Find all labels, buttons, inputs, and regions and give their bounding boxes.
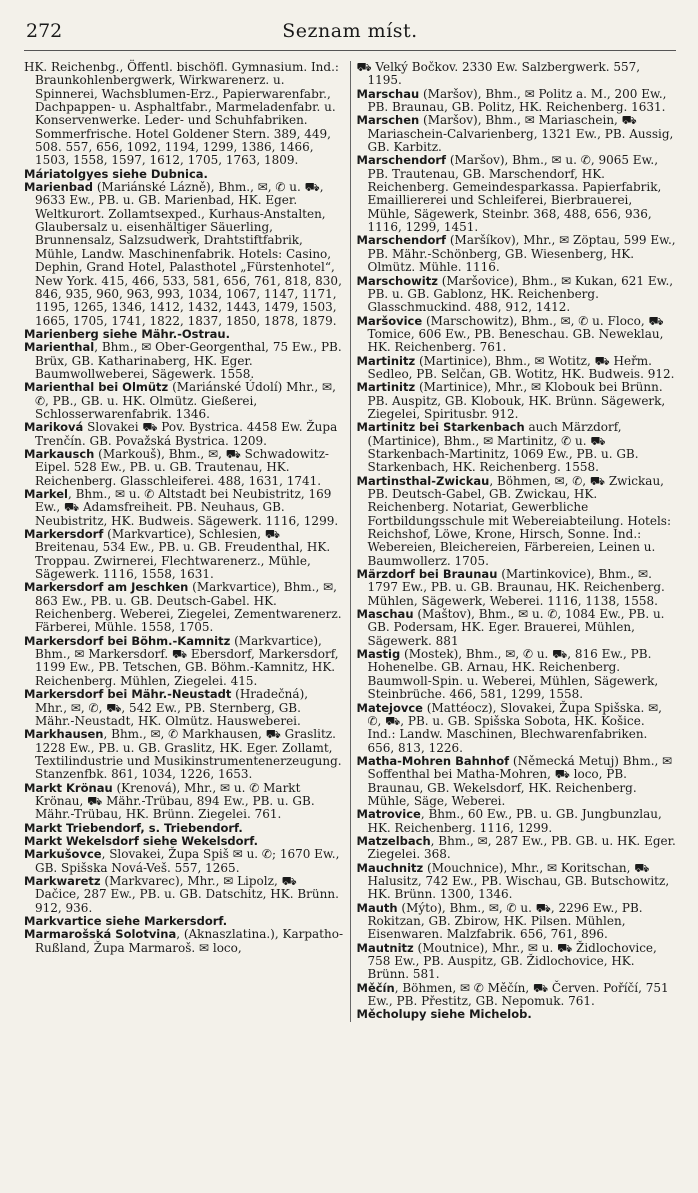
gazetteer-entry (24, 381, 344, 421)
gazetteer-entry (357, 808, 677, 835)
entry-text: (Maršov), Bhm., ✉ Politz a. M., 200 Ew., PB. Braunau, GB. Politz, HK. Reichenberg. 1631. (367, 86, 667, 115)
gazetteer-entry (357, 88, 677, 115)
gazetteer-entry (357, 902, 677, 942)
entry-headword: Markel (24, 487, 68, 501)
gazetteer-entry (357, 275, 677, 315)
entry-text: (Maršíkov), Mhr., ✉ Zöptau, 599 Ew., PB. Mähr.-Schönberg, GB. Wiesenberg, HK. Olmütz. Mühle. 1116. (367, 233, 676, 275)
columns (24, 61, 676, 1022)
entry-text: , Böhmen, ✉, ✆, ⛟ Zwickau, PB. Deutsch-Gabel, GB. Zwickau, HK. Reichenberg. Notariat, Gewerbliche Fortbildungsschule mit Webereiabteilung. Hotels: Reichshof, Löwe, Krone, Hirsch, Sonne. Ind.: Webereien, Bleichereien, Färbereien, Leinen u. Baumwollerz. 1705. (367, 473, 672, 568)
entry-headword: Mauth (356, 900, 398, 915)
entry-headword: Markhausen (24, 727, 104, 742)
right-column (350, 61, 677, 1022)
page-title: Seznam míst. (282, 20, 418, 42)
gazetteer-entry (24, 168, 344, 181)
entry-headword: Marschau (356, 86, 420, 101)
entry-headword: Markt Wekelsdorf siehe Wekelsdorf. (24, 833, 258, 848)
entry-text: , Bhm., ✉, 287 Ew., PB. GB. u. HK. Eger. Ziegelei. 368. (367, 833, 676, 862)
entry-text: auch Märzdorf, (Martinice), Bhm., ✉ Martinitz, ✆ u. ⛟ Starkenbach-Martinitz, 1069 Ew., PB. u. GB. Starkenbach, HK. Reichenberg. 1558. (367, 420, 639, 475)
gazetteer-entry (357, 381, 677, 421)
gazetteer-entry (24, 341, 344, 381)
gazetteer-entry (357, 648, 677, 701)
gazetteer-entry (357, 942, 677, 982)
gazetteer-entry (24, 728, 344, 781)
entry-headword: Marmarošská Solotvina (24, 927, 177, 942)
entry-headword: Mastig (356, 647, 401, 662)
gazetteer-entry (357, 114, 677, 154)
gazetteer-entry (24, 848, 344, 875)
entry-text: (Hradečná), Mhr., ✉, ✆, ⛟, 542 Ew., PB. Sternberg, GB. Mähr.-Neustadt, HK. Olmütz. Hausweberei. (35, 687, 309, 728)
entry-text: (Mattéocz), Slovakei, Župa Spišska. ✉, ✆, ⛟, PB. u. GB. Spišska Sobota, HK. Košice. Ind.: Landw. Maschinen, Blechwarenfabriken. 656, 813, 1226. (367, 700, 662, 755)
gazetteer-entry (24, 61, 344, 168)
entry-text: , Slovakei, Župa Spiš ✉ u. ✆; 1670 Ew., GB. Spišska Nová-Veš. 557, 1265. (35, 847, 340, 875)
entry-text: (Mýto), Bhm., ✉, ✆ u. ⛟, 2296 Ew., PB. Rokitzan, GB. Zbirow, HK. Pilsen. Mühlen, Eisenwaren. Malzfabrik. 656, 761, 896. (367, 900, 643, 942)
entry-headword: Marienbad (24, 180, 94, 195)
gazetteer-entry (357, 421, 677, 474)
gazetteer-entry (357, 835, 677, 862)
entry-text: (Markvarec), Mhr., ✉ Lipolz, ⛟ Dačice, 287 Ew., PB. u. GB. Datschitz, HK. Brünn. 912, 936. (35, 873, 339, 915)
gazetteer-entry (24, 875, 344, 915)
entry-headword: Matrovice (356, 807, 421, 822)
entry-headword: Maschau (356, 607, 414, 622)
entry-headword: Maršovice (356, 313, 423, 328)
gazetteer-entry (24, 421, 344, 448)
entry-headword: Mariková (24, 420, 84, 435)
entry-text: (Markouš), Bhm., ✉, ⛟ Schwadowitz-Eipel. 528 Ew., PB. u. GB. Trautenau, HK. Reichenberg. Glasschleiferei. 488, 1631, 1741. (35, 446, 329, 488)
entry-headword: Markersdorf (24, 527, 104, 542)
gazetteer-entry (357, 755, 677, 808)
entry-text: (Mariánské Údolí) Mhr., ✉, ✆, PB., GB. u. HK. Olmütz. Gießerei, Schlosserwarenfabrik. 1346. (35, 380, 336, 421)
entry-headword: Martinitz (356, 353, 416, 368)
entry-headword: Marschowitz (356, 273, 438, 288)
gazetteer-entry (24, 328, 344, 341)
entry-text: Slovakei ⛟ Pov. Bystrica. 4458 Ew. Župa Trenčín. GB. Považská Bystrica. 1209. (35, 420, 338, 448)
gazetteer-entry (357, 475, 677, 568)
entry-headword: Markušovce (24, 847, 102, 862)
entry-text: , Böhmen, ✉ ✆ Měčín, ⛟ Červen. Poříčí, 751 Ew., PB. Přestitz, GB. Nepomuk. 761. (367, 980, 669, 1009)
entry-text: (Maršovice), Bhm., ✉ Kukan, 621 Ew., PB. u. GB. Gablonz, HK. Reichenberg. Glasschmuckind. 488, 912, 1412. (367, 273, 674, 315)
entry-headword: Matzelbach (356, 833, 431, 848)
entry-headword: Markausch (24, 446, 95, 461)
entry-headword: Marschen (356, 113, 420, 128)
entry-headword: Marienthal (24, 340, 95, 355)
gazetteer-entry (357, 608, 677, 648)
entry-text: (Markvartice), Bhm., ✉ Markersdorf. ⛟ Ebersdorf, Markersdorf, 1199 Ew., PB. Tetschen, GB. Böhm.-Kamnitz, HK. Reichenberg. Mühlen, Ziegelei. 415. (35, 633, 339, 688)
entry-text: , Bhm., 60 Ew., PB. u. GB. Jungbunzlau, HK. Reichenberg. 1116, 1299. (367, 807, 662, 835)
gazetteer-entry (24, 448, 344, 488)
gazetteer-entry (357, 315, 677, 355)
entry-headword: Matejovce (356, 700, 423, 715)
entry-headword: Martinitz bei Starkenbach (356, 420, 525, 435)
entry-headword: Martinsthal-Zwickau (356, 473, 490, 488)
entry-text: (Krenová), Mhr., ✉ u. ✆ Markt Krönau, ⛟ Mähr.-Trübau, 894 Ew., PB. u. GB. Mähr.-Trübau, HK. Brünn. Ziegelei. 761. (35, 780, 315, 822)
entry-text: , Bhm., ✉, ✆ Markhausen, ⛟ Graslitz. 1228 Ew., PB. u. GB. Graslitz, HK. Eger. Zollamt, Textilindustrie und Musikinstrumentenerzeugung. Stanzenfbk. 861, 1034, 1226, 1653. (35, 727, 342, 782)
entry-headword: Markersdorf bei Mähr.-Neustadt (24, 687, 232, 702)
gazetteer-entry (357, 355, 677, 382)
entry-headword: Markwaretz (24, 873, 101, 888)
entry-text: HK. Reichenbg., Öffentl. bischöfl. Gymnasium. Ind.: Braunkohlenbergwerk, Wirkwarenerz. u. Spinnerei, Wachsblumen-Erz., Papierwarenfabr., Dachpappen- u. Asphaltfabr., Marmeladenfabr. u. Konservenwerke. Leder- und Schuhfabriken. Sommerfrische. Hotel Goldener Stern. 389, 449, 508. 557, 656, 1092, 1194, 1299, 1386, 1466, 1503, 1558, 1597, 1612, 1705, 1763, 1809. (24, 60, 339, 168)
entry-text: (Maršov), Bhm., ✉ u. ✆, 9065 Ew., PB. Trautenau, GB. Marschendorf, HK. Reichenberg. Gemeindesparkassa. Papierfabrik, Emailliererei und Schleiferei, Bierbrauerei, Mühle, Sägewerk, Steinbr. 368, 488, 656, 936, 1116, 1299, 1451. (367, 153, 662, 235)
entry-headword: Marienthal bei Olmütz (24, 380, 169, 395)
entry-headword: Matha-Mohren Bahnhof (356, 753, 510, 768)
entry-text: (Moutnice), Mhr., ✉ u. ⛟ Židlochovice, 758 Ew., PB. Auspitz, GB. Židlochovice, HK. Brünn. 581. (367, 940, 657, 982)
page-number: 272 (26, 20, 63, 42)
entry-text: , Bhm., ✉ u. ✆ Altstadt bei Neubistritz, 169 Ew., ⛟ Adamsfreiheit. PB. Neuhaus, GB. Neubistritz, HK. Budweis. Sägewerk. 1116, 1299. (35, 487, 339, 528)
entry-text: (Markvartice), Schlesien, ⛟ Breitenau, 534 Ew., PB. u. GB. Freudenthal, HK. Troppau. Zwirnerei, Flechtwarenerz., Mühle, Sägewerk. 1116, 1558, 1631. (35, 527, 331, 582)
entry-headword: Měčín (356, 980, 395, 995)
entry-headword: Marschendorf (356, 153, 447, 168)
entry-headword: Markt Triebendorf, s. Triebendorf. (24, 820, 243, 835)
entry-text: (Maštov), Bhm., ✉ u. ✆, 1084 Ew., PB. u. GB. Podersam, HK. Eger. Brauerei, Mühlen, Sägewerk. 881 (367, 607, 665, 648)
entry-text: (Mariánské Lázně), Bhm., ✉, ✆ u. ⛟, 9633 Ew., PB. u. GB. Marienbad, HK. Eger. Weltkurort. Zollamtsexped., Kurhaus-Anstalten, Glaubersalz u. eisenhältiger Säuerling, Brunnensalz, Salzsudwerk, Drahtstiftfabrik, Mühle, Landw. Maschinenfabrik. Hotels: Casino, Dephin, Grand Hotel, Palasthotel „Fürstenhotel“, New York. 415, 466, 533, 581, 656, 761, 818, 830, 846, 935, 960, 963, 993, 1034, 1067, 1147, 1171, 1195, 1265, 1346, 1412, 1432, 1443, 1479, 1503, 1665, 1705, 1741, 1822, 1837, 1850, 1878, 1879. (35, 180, 342, 328)
entry-text: (Mostek), Bhm., ✉, ✆ u. ⛟, 816 Ew., PB. Hohenelbe. GB. Arnau, HK. Reichenberg. Baumwoll-Spin. u. Weberei, Mühlen, Sägewerk, Steinbrüche. 466, 581, 1299, 1558. (367, 647, 659, 702)
entry-headword: Mautnitz (356, 940, 414, 955)
entry-text: (Mouchnice), Mhr., ✉ Koritschan, ⛟ Halusitz, 742 Ew., PB. Wischau, GB. Butschowitz, HK. Brünn. 1300, 1346. (367, 860, 670, 902)
gazetteer-entry (357, 61, 677, 88)
entry-headword: Markvartice siehe Markersdorf. (24, 914, 228, 928)
entry-text: (Markvartice), Bhm., ✉, 863 Ew., PB. u. GB. Deutsch-Gabel. HK. Reichenberg. Weberei, Ziegelei, Zementwarenerz. Färberei, Mühle. 1558, 1705. (35, 580, 342, 635)
gazetteer-entry (357, 702, 677, 755)
entry-text: (Marschowitz), Bhm., ✉, ✆ u. Floco, ⛟ Tomice, 606 Ew., PB. Beneschau. GB. Neweklau, HK. Reichenberg. 761. (367, 313, 664, 355)
entry-headword: Marienberg siehe Mähr.-Ostrau. (24, 326, 230, 341)
gazetteer-entry (357, 982, 677, 1009)
entry-text: ⛟ Velký Bočkov. 2330 Ew. Salzbergwerk. 557, 1195. (356, 60, 641, 88)
gazetteer-entry (24, 782, 344, 822)
gazetteer-entry (357, 154, 677, 234)
gazetteer-entry (24, 181, 344, 328)
page-header (24, 14, 676, 51)
entry-text: , Bhm., ✉ Ober-Georgenthal, 75 Ew., PB. Brüx, GB. Katharinaberg, HK. Eger. Baumwollweberei, Sägewerk. 1558. (35, 340, 342, 381)
entry-text: (Maršov), Bhm., ✉ Mariaschein, ⛟ Mariaschein-Calvarienberg, 1321 Ew., PB. Aussig, GB. Karbitz. (367, 113, 674, 155)
gazetteer-entry (24, 688, 344, 728)
entry-text: , (Aknaszlatina.), Karpatho-Rußland, Župa Marmaroš. ✉ loco, (35, 927, 343, 955)
entry-headword: Markersdorf am Jeschken (24, 580, 189, 595)
entry-headword: Markersdorf bei Böhm.-Kamnitz (24, 633, 231, 648)
entry-headword: Mauchnitz (356, 860, 424, 875)
gazetteer-entry (357, 862, 677, 902)
entry-text: (Martinice), Mhr., ✉ Klobouk bei Brünn. PB. Auspitz, GB. Klobouk, HK. Brünn. Sägewerk, Ziegelei, Spiritusbr. 912. (367, 380, 666, 421)
gazetteer-entry (24, 528, 344, 581)
gazetteer-entry (24, 488, 344, 528)
gazetteer-entry (24, 822, 344, 835)
entry-headword: Märzdorf bei Braunau (356, 567, 498, 582)
gazetteer-entry (357, 234, 677, 274)
entry-headword: Martinitz (356, 380, 416, 395)
gazetteer-entry (24, 915, 344, 928)
entry-headword: Markt Krönau (24, 780, 113, 795)
entry-headword: Měcholupy siehe Michelob. (356, 1007, 532, 1022)
entry-text: (Martinkovice), Bhm., ✉. 1797 Ew., PB. u. GB. Braunau, HK. Reichenberg. Mühlen, Sägewerk, Weberei. 1116, 1138, 1558. (367, 567, 665, 608)
gazetteer-entry (357, 568, 677, 608)
gazetteer-entry (357, 1008, 677, 1021)
gazetteer-entry (24, 928, 344, 955)
gazetteer-entry (24, 635, 344, 688)
entry-headword: Máriatolgyes siehe Dubnica. (24, 166, 208, 181)
entry-headword: Marschendorf (356, 233, 447, 248)
entry-text: (Martinice), Bhm., ✉ Wotitz, ⛟ Heřm. Sedleo, PB. Selčan, GB. Wotitz, HK. Budweis. 912. (367, 353, 675, 381)
entry-text: (Německá Metuj) Bhm., ✉ Soffenthal bei Matha-Mohren, ⛟ loco, PB. Braunau, GB. Wekelsdorf, HK. Reichenberg. Mühle, Säge, Weberei. (367, 753, 673, 808)
left-column (24, 61, 350, 1022)
gazetteer-entry (24, 581, 344, 634)
